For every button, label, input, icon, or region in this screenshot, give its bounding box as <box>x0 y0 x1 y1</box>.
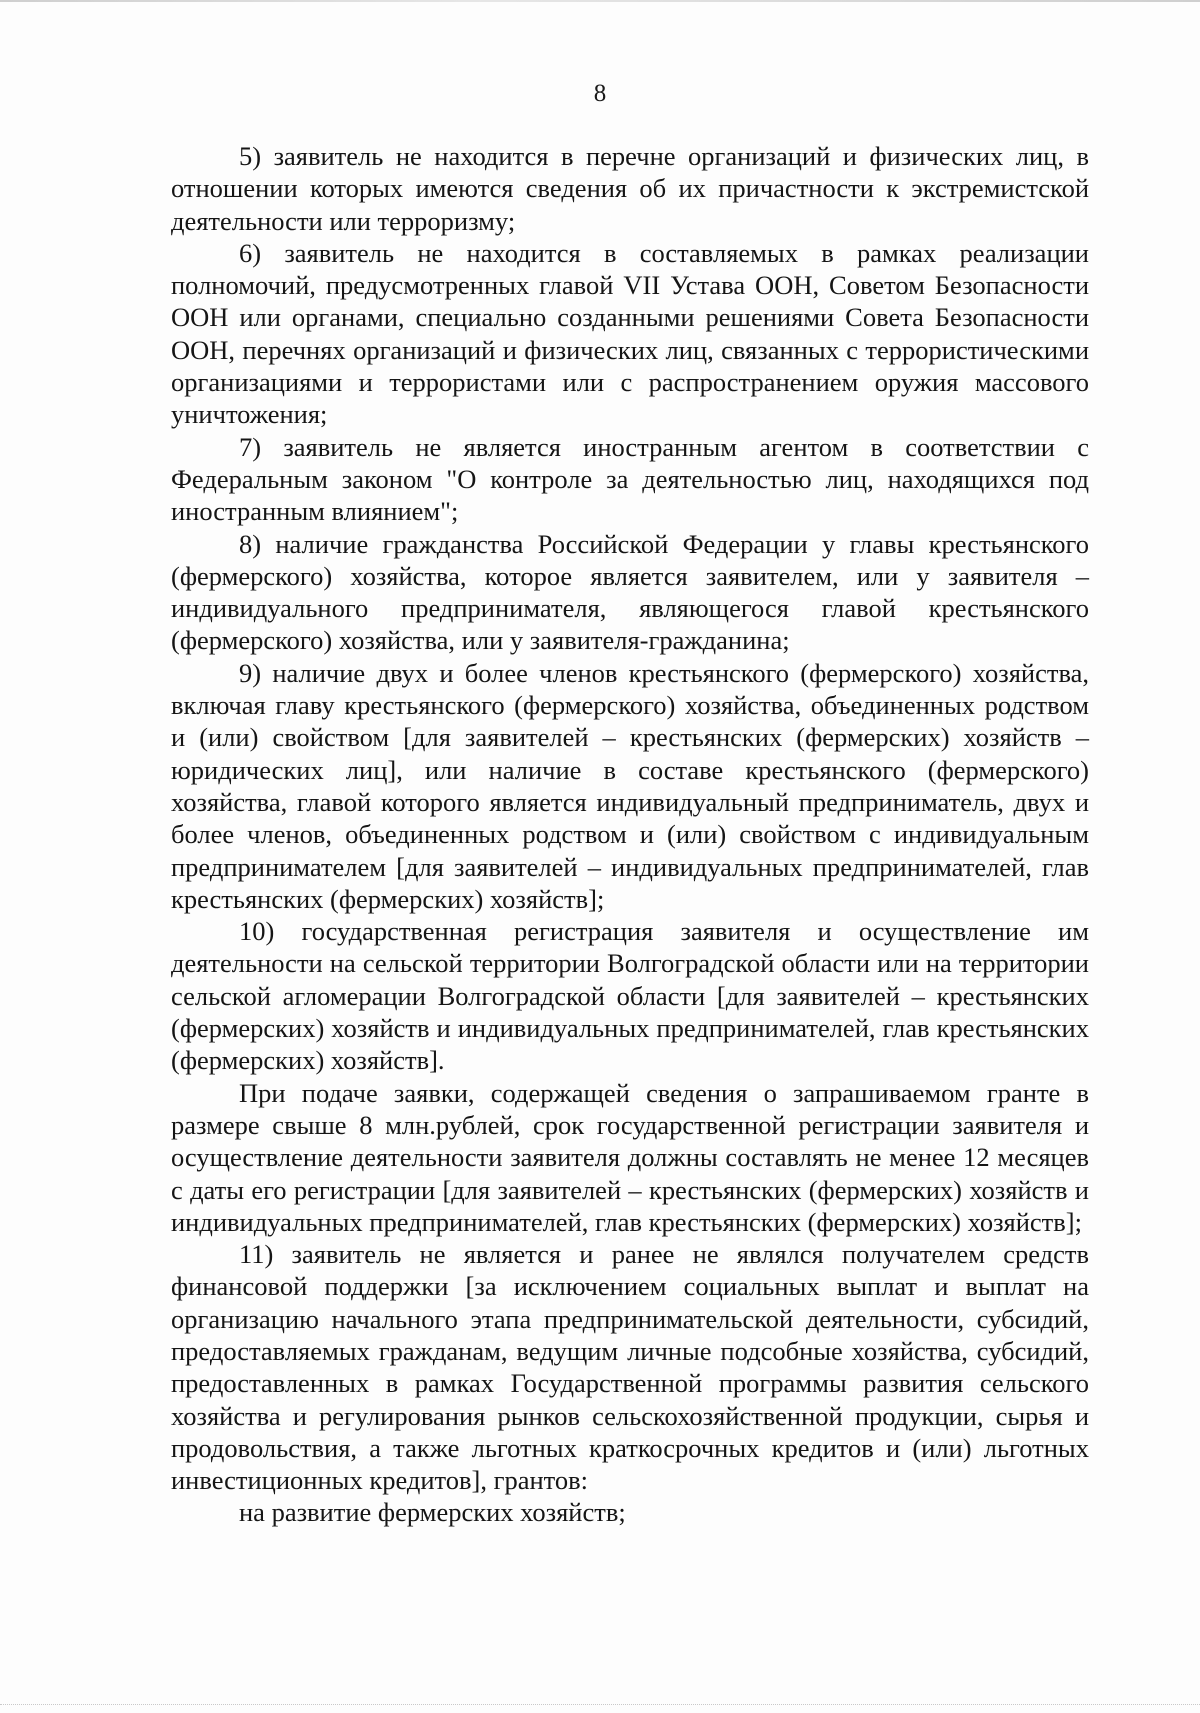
paragraph-item-8: 8) наличие гражданства Российской Федерации у главы крестьянского (фермерского) хозяйства, которое является заявителем, или у заявителя – индивидуального предпринимателя, являющегося главой крестьянского (фермерского) хозяйства, или у заявителя-гражданина; <box>171 528 1089 656</box>
scan-edge-top <box>0 0 1200 2</box>
document-body <box>171 140 1089 1529</box>
paragraph-item-6: 6) заявитель не находится в составляемых в рамках реализации полномочий, предусмотренных главой VII Устава ООН, Советом Безопасности ООН или органами, специально созданными решениями Совета Безопасности ООН, перечнях организаций и физических лиц, связанных с террористическими организациями и террористами или с распространением оружия массового уничтожения; <box>171 237 1089 430</box>
paragraph-item-10: 10) государственная регистрация заявителя и осуществление им деятельности на сельской территории Волгоградской области или на территории сельской агломерации Волгоградской области [для заявителей – крестьянских (фермерских) хозяйств и индивидуальных предпринимателей, глав крестьянских (фермерских) хозяйств]. <box>171 916 1089 1076</box>
paragraph-grant-note: При подаче заявки, содержащей сведения о запрашиваемом гранте в размере свыше 8 млн.рублей, срок государственной регистрации заявителя и осуществление деятельности заявителя должны составлять не менее 12 месяцев с даты его регистрации [для заявителей – крестьянских (фермерских) хозяйств и индивидуальных предпринимателей, глав крестьянских (фермерских) хозяйств]; <box>171 1077 1089 1237</box>
paragraph-item-11: 11) заявитель не является и ранее не являлся получателем средств финансовой поддержки [за исключением социальных выплат и выплат на организацию начального этапа предпринимательской деятельности, субсидий, предоставляемых гражданам, ведущим личные подсобные хозяйства, субсидий, предоставленных в рамках Государственной программы развития сельского хозяйства и регулирования рынков сельскохозяйственной продукции, сырья и продовольствия, а также льготных краткосрочных кредитов и (или) льготных инвестиционных кредитов], грантов: <box>171 1239 1089 1496</box>
scan-edge-bottom <box>0 1703 1200 1705</box>
paragraph-item-7: 7) заявитель не является иностранным агентом в соответствии с Федеральным законом "О контроле за деятельностью лиц, находящихся под иностранным влиянием"; <box>171 431 1089 527</box>
page-number: 8 <box>593 80 607 107</box>
paragraph-item-9: 9) наличие двух и более членов крестьянского (фермерского) хозяйства, включая главу крестьянского (фермерского) хозяйства, объединенных родством и (или) свойством [для заявителей – крестьянских (фермерских) хозяйств – юридических лиц], или наличие в составе крестьянского (фермерского) хозяйства, главой которого является индивидуальный предприниматель, двух и более членов, объединенных родством и (или) свойством с индивидуальным предпринимателем [для заявителей – индивидуальных предпринимателей, глав крестьянских (фермерских) хозяйств]; <box>171 657 1089 914</box>
paragraph-item-5: 5) заявитель не находится в перечне организаций и физических лиц, в отношении которых имеются сведения об их причастности к экстремистской деятельности или терроризму; <box>171 141 1089 236</box>
paragraph-farm-development: на развитие фермерских хозяйств; <box>239 1497 626 1528</box>
